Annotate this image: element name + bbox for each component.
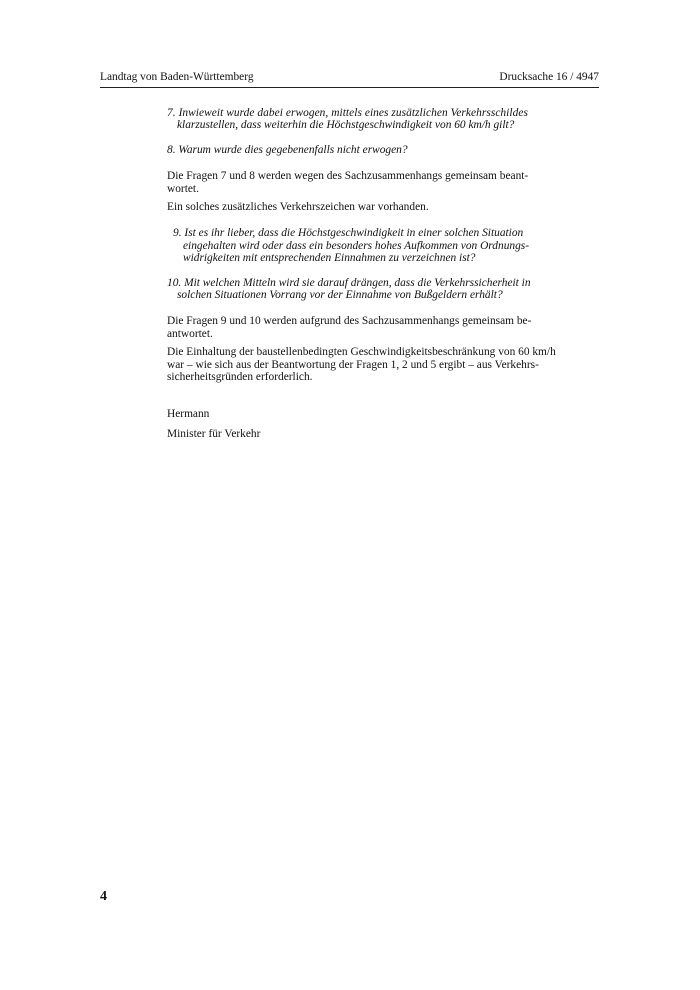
answer-9-10-line-1: Die Fragen 9 und 10 werden aufgrund des Sachzusammenhangs gemeinsam be- — [167, 315, 532, 328]
question-9-line-3: widrigkeiten mit entsprechenden Einnahmen zu verzeichnen ist? — [183, 252, 476, 265]
answer-9-10-line-2: antwortet. — [167, 327, 213, 340]
question-7 — [167, 107, 534, 132]
answer-7-8 — [167, 170, 534, 213]
signature-name: Hermann — [167, 407, 210, 420]
answer-9-10-line-4: war – wie sich aus der Beantwortung der Fragen 1, 2 und 5 ergibt – aus Verkehrs- — [167, 358, 539, 371]
question-8-number: 8. — [167, 143, 176, 156]
question-9-number: 9. — [173, 227, 182, 240]
answer-7-8-line-3: Ein solches zusätzliches Verkehrszeichen war vorhanden. — [167, 201, 429, 214]
question-8 — [167, 144, 534, 156]
answer-9-10-line-3: Die Einhaltung der baustellenbedingten Geschwindigkeitsbeschränkung von 60 km/h — [167, 346, 556, 359]
signature-block — [167, 404, 534, 444]
question-7-line-1 — [167, 107, 534, 119]
question-10 — [167, 277, 534, 302]
header-parliament: Landtag von Baden-Württemberg — [100, 71, 254, 83]
question-9-text-1: Ist es ihr lieber, dass die Höchstgeschwindigkeit in einer solchen Situation — [184, 227, 524, 240]
question-10-number: 10. — [167, 276, 182, 289]
question-7-text-1: Inwieweit wurde dabei erwogen, mittels eines zusätzlichen Verkehrsschildes — [178, 107, 528, 119]
question-8-text: Warum wurde dies gegebenenfalls nicht erwogen? — [178, 143, 408, 156]
answer-7-8-line-2: wortet. — [167, 182, 199, 195]
page-header — [100, 70, 599, 88]
question-7-line-2: klarzustellen, dass weiterhin die Höchstgeschwindigkeit von 60 km/h gilt? — [177, 119, 515, 132]
question-9 — [167, 227, 534, 264]
document-body — [167, 107, 556, 444]
question-7-number: 7. — [167, 107, 176, 119]
question-10-line-2: solchen Situationen Vorrang vor der Einnahme von Bußgeldern erhält? — [177, 289, 503, 302]
question-10-text-1: Mit welchen Mitteln wird sie darauf drängen, dass die Verkehrssicherheit in — [184, 276, 531, 289]
answer-9-10-line-5: sicherheitsgründen erforderlich. — [167, 371, 313, 384]
header-document-number: Drucksache 16 / 4947 — [499, 71, 599, 83]
question-9-line-1 — [173, 227, 534, 240]
question-9-line-2: eingehalten wird oder dass ein besonders hohes Aufkommen von Ordnungs- — [183, 239, 530, 252]
answer-7-8-line-1: Die Fragen 7 und 8 werden wegen des Sachzusammenhangs gemeinsam beant- — [167, 170, 529, 183]
question-10-line-1 — [167, 276, 534, 289]
signature-title: Minister für Verkehr — [167, 427, 261, 440]
answer-9-10 — [167, 315, 556, 384]
page-number: 4 — [100, 889, 107, 904]
